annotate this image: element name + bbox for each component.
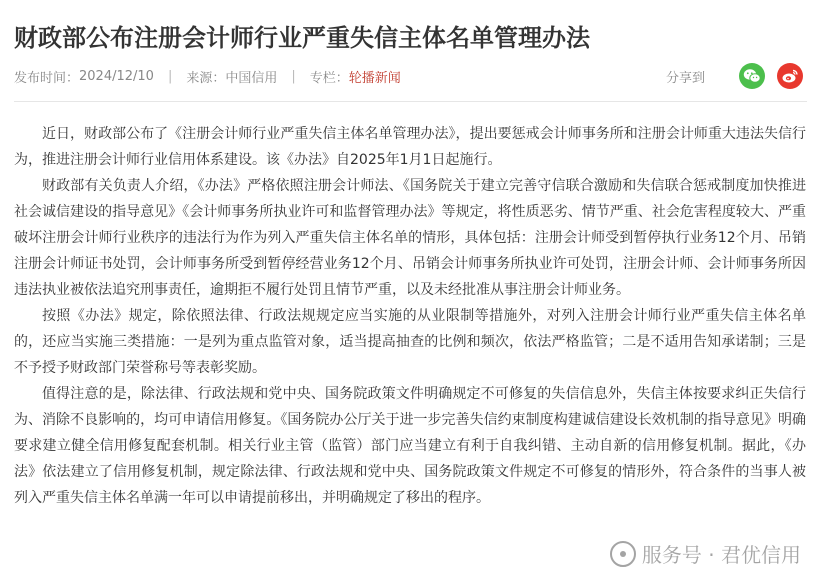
paragraph: 按照《办法》规定，除依照法律、行政法规规定应当实施的从业限制等措施外，对列入注册会计师行业严重失信主体名单的，还应当实施三类措施：一是列为重点监管对象，适当提高抽查的比例和频次，依法严格监管；二是不适用告知承诺制；三是不予授予财政部门荣誉称号等表彰奖励。 [14,308,806,376]
article-title: 财政部公布注册会计师行业严重失信主体名单管理办法 [14,24,590,52]
share-weibo-button[interactable] [777,63,803,89]
header-divider [14,101,807,102]
weibo-icon [781,68,799,84]
publish-date: 2024/12/10 [79,68,154,84]
watermark-text: 服务号 · 君优信用 [641,543,801,567]
watermark [610,539,801,568]
column-link[interactable]: 轮播新闻 [348,70,401,86]
meta-separator: | [167,68,173,84]
share-wechat-button[interactable] [739,63,765,89]
article-meta [14,66,401,86]
wechat-icon [743,68,761,84]
share-bar [666,62,803,90]
paragraph: 值得注意的是，除法律、行政法规和党中央、国务院政策文件明确规定不可修复的失信信息外，失信主体按要求纠正失信行为、消除不良影响的，均可申请信用修复。《国务院办公厅关于进一步完善失信约束制度构建诚信建设长效机制的指导意见》明确要求建立健全信用修复配套机制。相关行业主管（监管）部门应当建立有利于自我纠错、主动自新的信用修复机制。据此，《办法》依法建立了信用修复机制，规定除法律、行政法规和党中央、国务院政策文件规定不可修复的情形外，符合条件的当事人被列入严重失信主体名单满一年可以申请提前移出，并明确规定了移出的程序。 [14,386,806,506]
paragraph: 近日，财政部公布了《注册会计师行业严重失信主体名单管理办法》，提出要惩戒会计师事务所和注册会计师重大违法失信行为，推进注册会计师行业信用体系建设。该《办法》自2025年1月1日起施行。 [14,126,806,168]
source-name: 中国信用 [225,70,278,86]
meta-separator: | [291,68,296,84]
share-label: 分享到 [665,70,705,86]
source-label: 来源： [186,70,226,86]
paragraph: 财政部有关负责人介绍，《办法》严格依照注册会计师法、《国务院关于建立完善守信联合激励和失信联合惩戒制度加快推进社会诚信建设的指导意见》《会计师事务所执业许可和监督管理办法》等规定，将性质恶劣、情节严重、社会危害程度较大、严重破坏注册会计师行业秩序的违法行为作为列入严重失信主体名单的情形，具体包括：注册会计师受到暂停执行业务12个月、吊销注册会计师证书处罚，会计师事务所受到暂停经营业务12个月、吊销会计师事务所执业许可处罚，注册会计师、会计师事务所因违法执业被依法追究刑事责任，逾期拒不履行处罚且情节严重，以及未经批准从事注册会计师业务。 [14,178,806,298]
watermark-logo-icon [610,541,636,567]
column-label: 专栏： [309,70,349,86]
article-body [14,121,806,511]
date-label: 发布时间： [14,70,80,86]
